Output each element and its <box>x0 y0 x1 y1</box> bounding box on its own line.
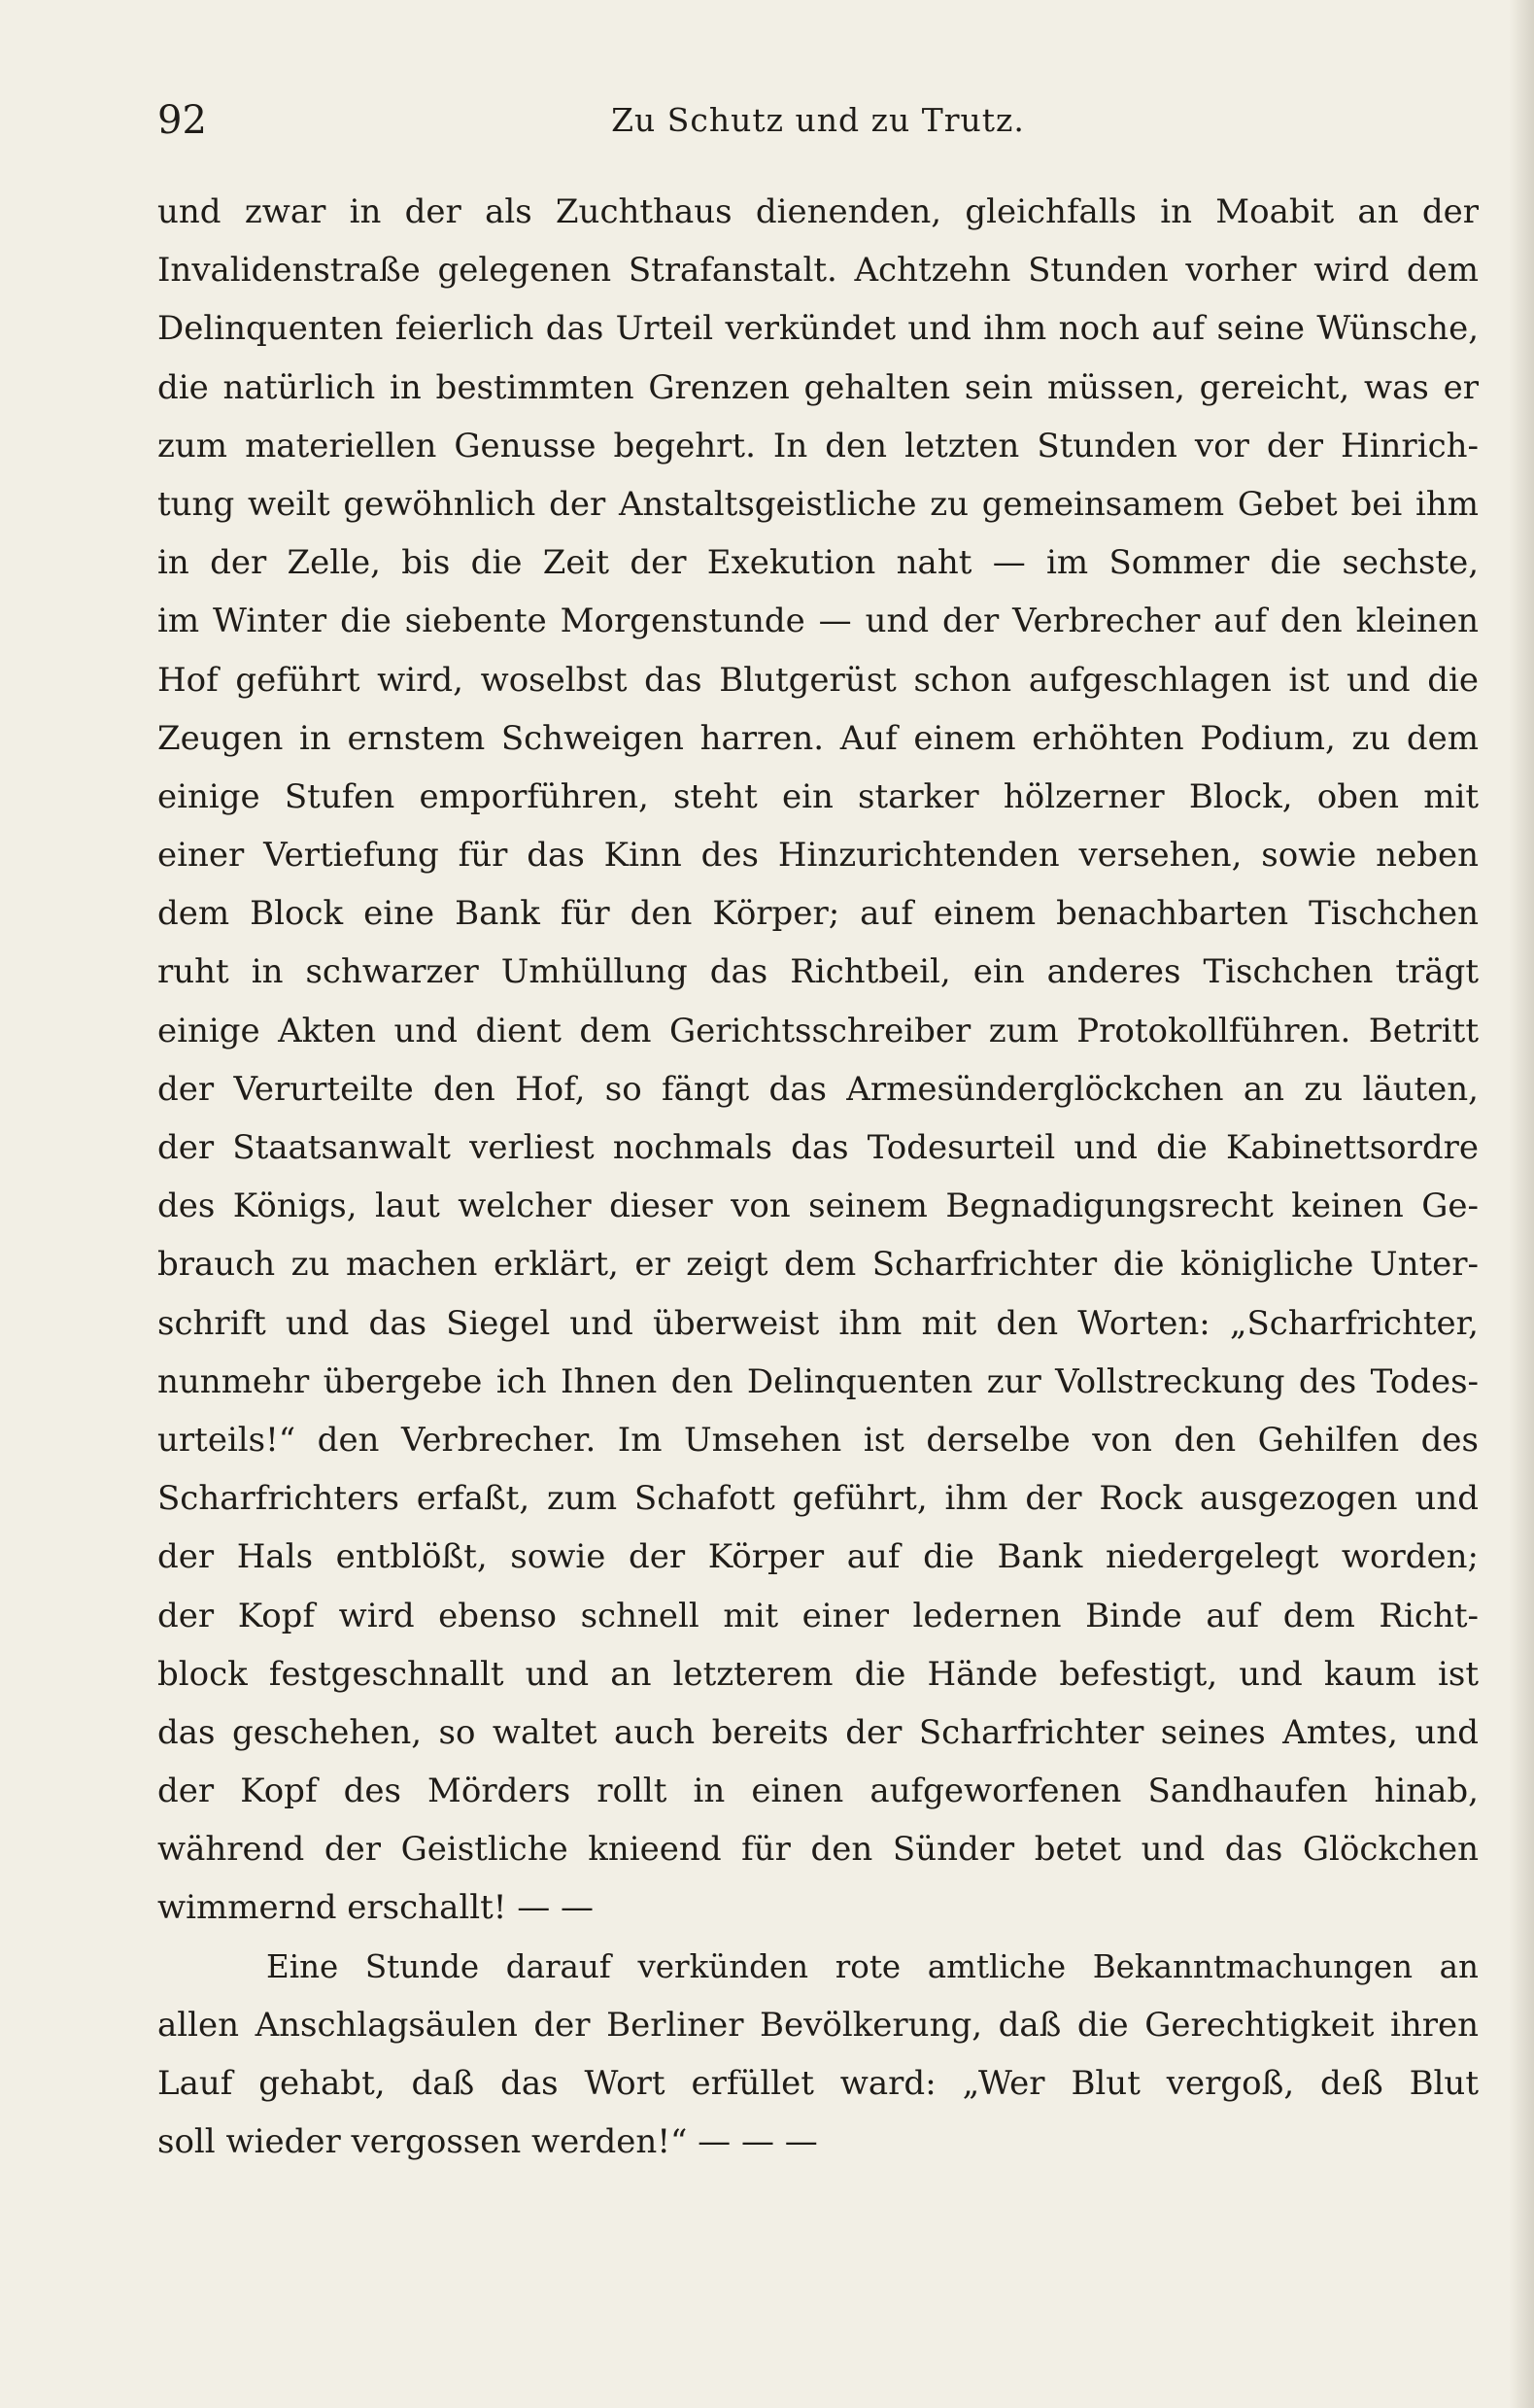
running-title: Zu Schutz und zu Trutz. <box>611 101 1025 139</box>
text-line: wimmernd erschallt! — — <box>157 1888 595 1928</box>
text-line: urteils!“ den Verbrecher. Im Umsehen ist derselbe von den Gehilfen des <box>157 1420 1479 1460</box>
text-line: der Staatsanwalt verliest nochmals das Todesurteil und die Kabinettsordre <box>157 1128 1479 1167</box>
text-line: einer Vertiefung für das Kinn des Hinzurichtenden versehen, sowie neben <box>157 836 1479 876</box>
text-line: in der Zelle, bis die Zeit der Exekution naht — im Sommer die sechste, <box>157 543 1479 583</box>
text-line: die natürlich in bestimmten Grenzen gehalten sein müssen, gereicht, was er <box>157 367 1479 407</box>
text-line: der Verurteilte den Hof, so fängt das Armesünderglöckchen an zu läuten, <box>157 1069 1479 1109</box>
text-line: block festgeschnallt und an letzterem die Hände befestigt, und kaum ist <box>157 1654 1479 1694</box>
text-line: Hof geführt wird, woselbst das Blutgerüst schon aufgeschlagen ist und die <box>157 660 1479 700</box>
text-line: der Kopf des Mörders rollt in einen aufgeworfenen Sandhaufen hinab, <box>157 1772 1479 1811</box>
text-line: schrift und das Siegel und überweist ihm mit den Worten: „Scharfrichter, <box>157 1303 1479 1343</box>
text-line: Lauf gehabt, daß das Wort erfüllet ward: „Wer Blut vergoß, deß Blut <box>157 2064 1479 2103</box>
text-line: zum materiellen Genusse begehrt. In den letzten Stunden vor der Hinrich- <box>157 426 1479 465</box>
text-line: während der Geistliche knieend für den Sünder betet und das Glöckchen <box>157 1830 1479 1870</box>
text-line: nunmehr übergebe ich Ihnen den Delinquenten zur Vollstreckung des Todes- <box>157 1361 1479 1401</box>
text-line: einige Stufen emporführen, steht ein starker hölzerner Block, oben mit <box>157 776 1479 816</box>
text-line: dem Block eine Bank für den Körper; auf einem benachbarten Tischchen <box>157 894 1479 934</box>
text-line: und zwar in der als Zuchthaus dienenden, gleichfalls in Moabit an der <box>157 192 1479 231</box>
text-line: der Hals entblößt, sowie der Körper auf die Bank niedergelegt worden; <box>157 1537 1479 1577</box>
text-line: Zeugen in ernstem Schweigen harren. Auf einem erhöhten Podium, zu dem <box>157 718 1479 758</box>
text-line: der Kopf wird ebenso schnell mit einer ledernen Binde auf dem Richt- <box>157 1596 1479 1635</box>
text-line: Delinquenten feierlich das Urteil verkündet und ihm noch auf seine Wünsche, <box>157 309 1479 349</box>
text-line: Invalidenstraße gelegenen Strafanstalt. Achtzehn Stunden vorher wird dem <box>157 251 1479 291</box>
body-text <box>157 183 1479 2171</box>
text-line: soll wieder vergossen werden!“ — — — <box>157 2122 818 2162</box>
text-line: ruht in schwarzer Umhüllung das Richtbeil, ein anderes Tischchen trägt <box>157 952 1479 992</box>
text-line: Scharfrichters erfaßt, zum Schafott geführt, ihm der Rock ausgezogen und <box>157 1479 1479 1519</box>
text-line: brauch zu machen erklärt, er zeigt dem Scharfrichter die königliche Unter- <box>157 1245 1479 1285</box>
text-line: des Königs, laut welcher dieser von seinem Begnadigungsrecht keinen Ge- <box>157 1187 1479 1226</box>
text-line: einige Akten und dient dem Gerichtsschreiber zum Protokollführen. Betritt <box>157 1011 1479 1050</box>
text-line: Eine Stunde darauf verkünden rote amtliche Bekanntmachungen an <box>266 1947 1479 1985</box>
text-line: im Winter die siebente Morgenstunde — und der Verbrecher auf den kleinen <box>157 602 1479 641</box>
text-line: tung weilt gewöhnlich der Anstaltsgeistliche zu gemeinsamem Gebet bei ihm <box>157 484 1479 524</box>
page-number: 92 <box>157 98 207 143</box>
text-line: das geschehen, so waltet auch bereits der Scharfrichter seines Amtes, und <box>157 1712 1479 1752</box>
text-line: allen Anschlagsäulen der Berliner Bevölkerung, daß die Gerechtigkeit ihren <box>157 2005 1479 2045</box>
page-edge-shadow <box>1509 0 1534 2408</box>
page-header <box>157 93 1479 148</box>
